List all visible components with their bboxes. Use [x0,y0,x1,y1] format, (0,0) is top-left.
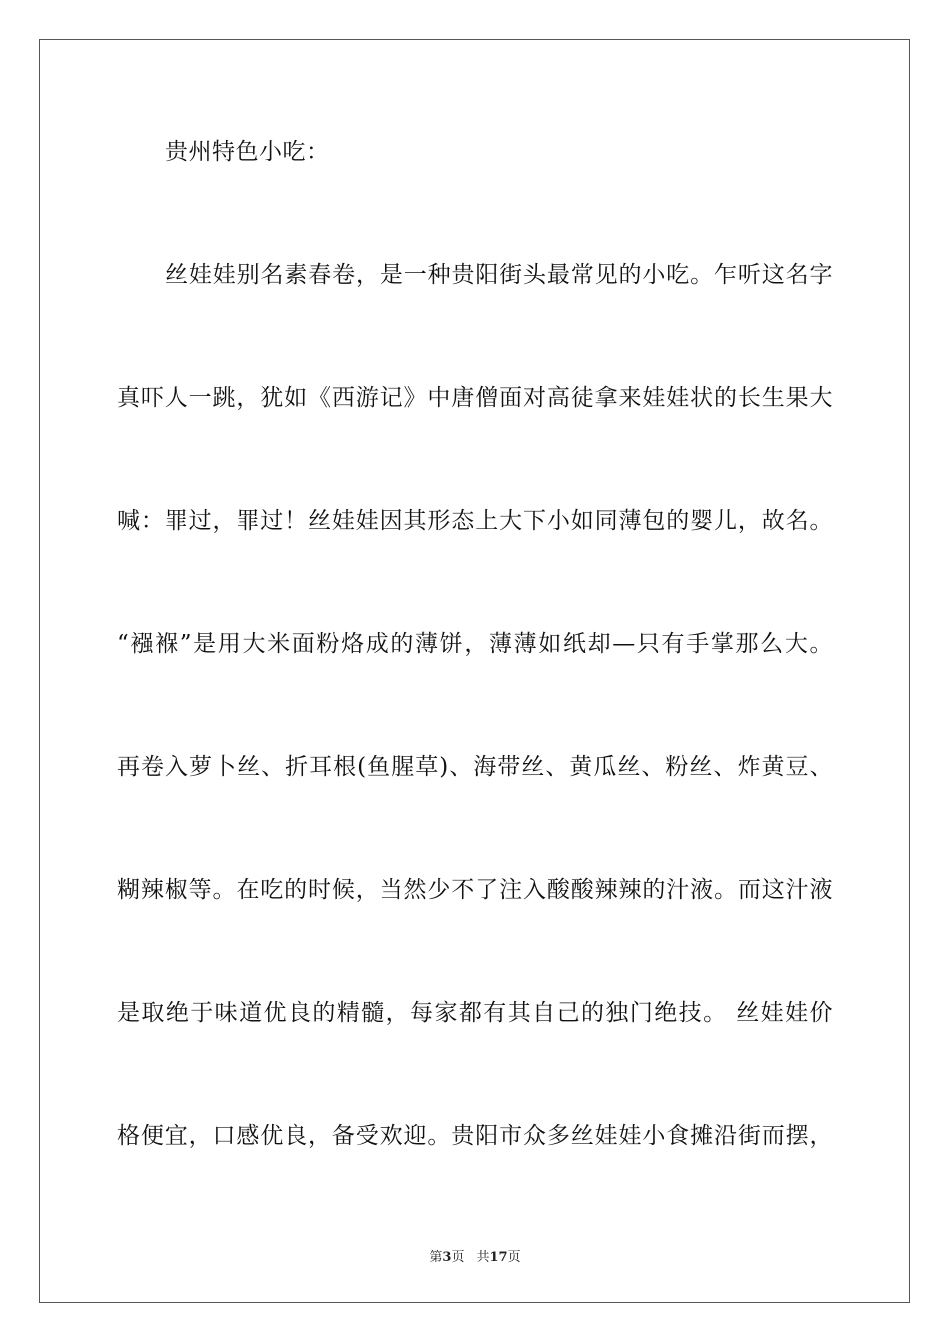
section-heading: 贵州特色小吃： [165,139,330,165]
paragraph-line-2: 真吓人一跳，犹如《西游记》中唐僧面对高徒拿来娃娃状的长生果大 [117,385,833,411]
total-prefix: 共 [476,1250,490,1265]
total-pages: 17 [489,1250,508,1265]
paragraph-line-8: 格便宜，口感优良，备受欢迎。贵阳市众多丝娃娃小食摊沿街而摆， [117,1123,833,1149]
paragraph-line-7: 是取绝于味道优良的精髓，每家都有其自己的独门绝技。 丝娃娃价 [117,1000,833,1026]
page-border [39,39,910,1303]
paragraph-line-1: 丝娃娃别名素春卷，是一种贵阳街头最常见的小吃。乍听这名字 [165,262,833,288]
paragraph-line-3: 喊：罪过，罪过！丝娃娃因其形态上大下小如同薄包的婴儿，故名。 [117,508,833,534]
paragraph-line-5: 再卷入萝卜丝、折耳根(鱼腥草)、海带丝、黄瓜丝、粉丝、炸黄豆、 [117,754,833,780]
total-suffix: 页 [507,1250,521,1265]
page-suffix: 页 [451,1250,465,1265]
page-footer [0,1249,950,1267]
paragraph-line-4: “襁褓”是用大米面粉烙成的薄饼，薄薄如纸却—只有手掌那么大。 [117,631,833,657]
page-number: 3 [442,1250,452,1265]
page-prefix: 第 [429,1250,443,1265]
paragraph-line-6: 糊辣椒等。在吃的时候，当然少不了注入酸酸辣辣的汁液。而这汁液 [117,877,833,903]
